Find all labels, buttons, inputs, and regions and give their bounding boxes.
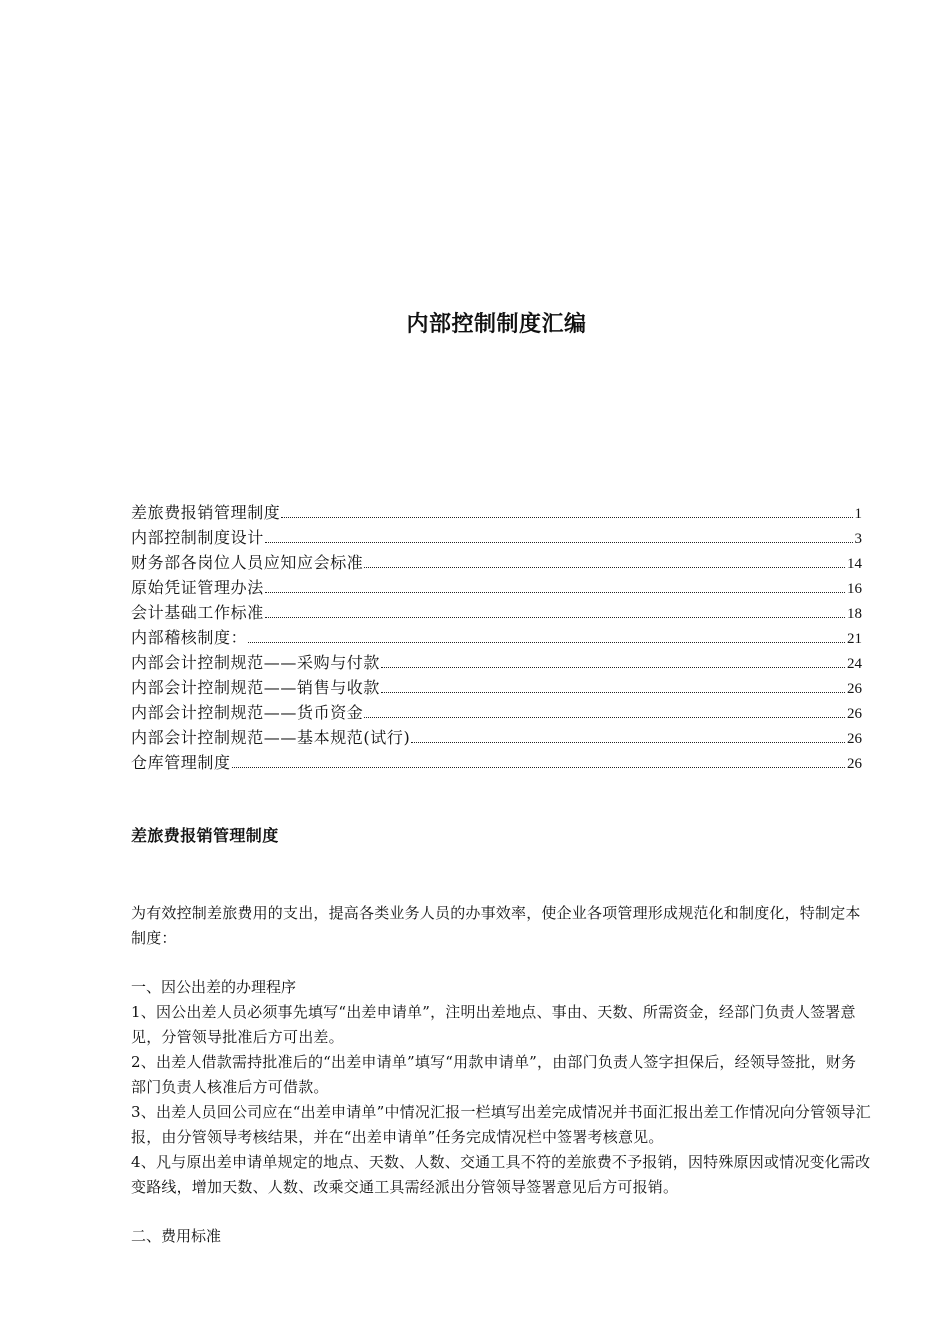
toc-item-label: 财务部各岗位人员应知应会标准 xyxy=(131,553,364,572)
toc-item-page: 24 xyxy=(847,656,862,672)
procedure-item: 2、出差人借款需持批准后的“出差申请单”填写“用款申请单”，由部门负责人签字担保后，经领导签批，财务部门负责人核准后方可借款。 xyxy=(131,1053,857,1096)
toc-item-label: 内部会计控制规范——货币资金 xyxy=(131,703,364,722)
subsection-heading: 二、费用标准 xyxy=(131,1227,222,1245)
procedure-item: 4、凡与原出差申请单规定的地点、天数、人数、交通工具不符的差旅费不予报销，因特殊原因或情况变化需改变路线，增加天数、人数、改乘交通工具需经派出分管领导签署意见后方可报销。 xyxy=(131,1153,871,1196)
toc-leader xyxy=(232,767,845,768)
toc-leader xyxy=(248,642,845,643)
toc-leader xyxy=(265,617,845,618)
toc-item[interactable] xyxy=(131,550,862,575)
toc-item-page: 26 xyxy=(847,756,862,772)
toc-item-label: 内部会计控制规范——销售与收款 xyxy=(131,678,381,697)
intro-paragraph: 为有效控制差旅费用的支出，提高各类业务人员的办事效率，使企业各项管理形成规范化和制度化，特制定本制度： xyxy=(131,904,861,947)
toc-item-label: 原始凭证管理办法 xyxy=(131,578,264,597)
toc-item-label: 内部会计控制规范——采购与付款 xyxy=(131,653,381,672)
section-heading: 差旅费报销管理制度 xyxy=(131,826,279,845)
toc-item[interactable] xyxy=(131,650,862,675)
procedure-item: 1、因公出差人员必须事先填写“出差申请单”，注明出差地点、事由、天数、所需资金，经部门负责人签署意见，分管领导批准后方可出差。 xyxy=(131,1003,856,1046)
document-title: 内部控制制度汇编 xyxy=(406,312,587,337)
toc-item-page: 3 xyxy=(854,531,862,547)
table-of-contents xyxy=(131,500,862,775)
toc-leader xyxy=(265,542,853,543)
toc-item-label: 仓库管理制度 xyxy=(131,753,231,772)
procedure-item: 3、出差人员回公司应在“出差申请单”中情况汇报一栏填写出差完成情况并书面汇报出差工作情况向分管领导汇报，由分管领导考核结果，并在“出差申请单”任务完成情况栏中签署考核意见。 xyxy=(131,1103,871,1146)
procedure-list xyxy=(131,1000,871,1200)
toc-item-page: 16 xyxy=(847,581,862,597)
toc-item-label: 内部会计控制规范——基本规范(试行) xyxy=(131,728,411,747)
toc-item[interactable] xyxy=(131,575,862,600)
toc-leader xyxy=(364,567,845,568)
toc-item-page: 26 xyxy=(847,706,862,722)
toc-item-page: 18 xyxy=(847,606,862,622)
toc-leader xyxy=(281,517,852,518)
toc-item-page: 26 xyxy=(847,731,862,747)
toc-leader xyxy=(381,692,845,693)
toc-item[interactable] xyxy=(131,600,862,625)
toc-item-page: 1 xyxy=(854,506,862,522)
toc-item-label: 内部控制制度设计 xyxy=(131,528,264,547)
toc-leader xyxy=(411,742,845,743)
toc-item-page: 21 xyxy=(847,631,862,647)
toc-item[interactable] xyxy=(131,500,862,525)
toc-item[interactable] xyxy=(131,525,862,550)
toc-item[interactable] xyxy=(131,625,862,650)
toc-leader xyxy=(381,667,845,668)
toc-item-label: 内部稽核制度： xyxy=(131,628,248,647)
toc-item[interactable] xyxy=(131,725,862,750)
toc-item[interactable] xyxy=(131,700,862,725)
toc-item-label: 差旅费报销管理制度 xyxy=(131,503,281,522)
toc-leader xyxy=(364,717,845,718)
toc-item-label: 会计基础工作标准 xyxy=(131,603,264,622)
toc-leader xyxy=(265,592,845,593)
toc-item-page: 14 xyxy=(847,556,862,572)
toc-item-page: 26 xyxy=(847,681,862,697)
toc-item[interactable] xyxy=(131,750,862,775)
subsection-heading: 一、因公出差的办理程序 xyxy=(131,978,297,996)
toc-item[interactable] xyxy=(131,675,862,700)
